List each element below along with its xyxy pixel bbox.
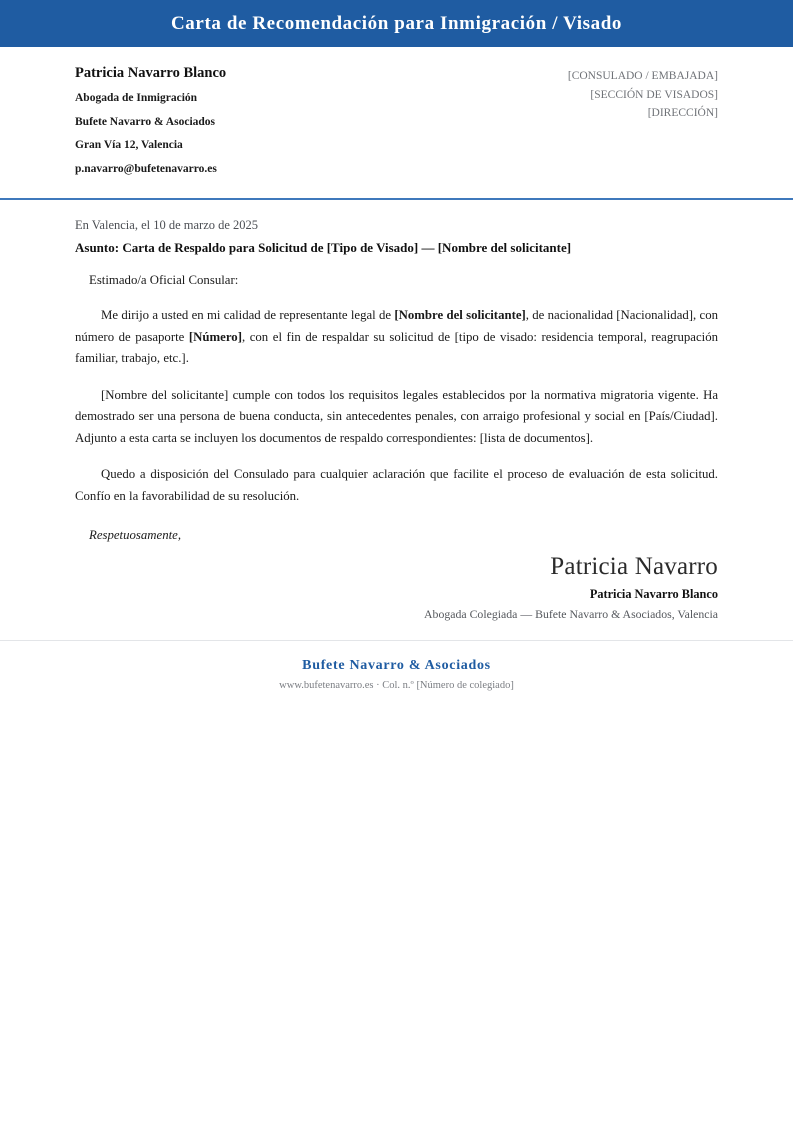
body-paragraph-2: [Nombre del solicitante] cumple con todos los requisitos legales establecidos por la normativa migratoria vigente. Ha demostrado ser una persona de buena conducta, sin antecedentes penales, con arraigo profesional y social en [País/Ciudad]. Adjunto a esta carta se incluyen los documentos de respaldo correspondientes: [lista de documentos]. xyxy=(75,387,718,445)
applicant-name-placeholder: [Nombre del solicitante] xyxy=(394,308,526,323)
sender-name: Patricia Navarro Blanco xyxy=(75,65,227,81)
sender-role: Abogada de Inmigración xyxy=(75,92,198,105)
signature-script: Patricia Navarro xyxy=(550,553,718,581)
passport-number-placeholder: [Número] xyxy=(188,329,242,344)
paragraph-1-text-c: , con el fin de respaldar su solicitud de [tipo de visado: residencia temporal, reagrupación familiar, trabajo, etc.]. xyxy=(75,329,718,366)
footer-firm-name: Bufete Navarro & Asociados xyxy=(302,658,491,674)
recipient-line-consulate: [CONSULADO / EMBAJADA] xyxy=(567,70,718,82)
recipient-line-address: [DIRECCIÓN] xyxy=(647,107,718,120)
letterhead xyxy=(75,47,718,190)
document-header-banner xyxy=(0,0,793,47)
paragraph-1-text-a: Me dirijo a usted en mi calidad de representante legal de xyxy=(101,308,395,323)
sender-email: p.navarro@bufetenavarro.es xyxy=(75,162,217,175)
closing-line: Respetuosamente, xyxy=(89,528,182,543)
date-line: En Valencia, el 10 de marzo de 2025 xyxy=(75,217,259,232)
footer-meta-line: www.bufetenavarro.es · Col. n.º [Número de colegiado] xyxy=(279,679,514,691)
subject-line: Asunto: Carta de Respaldo para Solicitud de [Tipo de Visado] — [Nombre del solicitante] xyxy=(75,239,572,255)
signature-block xyxy=(75,551,718,622)
signature-spacer xyxy=(75,622,718,640)
sender-address: Gran Vía 12, Valencia xyxy=(75,139,183,152)
recipient-line-section: [SECCIÓN DE VISADOS] xyxy=(590,88,718,101)
signature-printed-name: Patricia Navarro Blanco xyxy=(589,587,718,602)
body-paragraph-1 xyxy=(75,305,718,369)
recipient-block xyxy=(568,65,718,123)
document-footer xyxy=(75,641,718,693)
signature-title: Abogada Colegiada — Bufete Navarro & Asociados, Valencia xyxy=(424,606,718,621)
sender-firm: Bufete Navarro & Asociados xyxy=(75,115,216,128)
page-title: Carta de Recomendación para Inmigración / Visado xyxy=(170,12,622,34)
sender-block xyxy=(75,65,226,176)
document-page xyxy=(0,47,793,693)
letter-body xyxy=(75,257,718,622)
salutation: Estimado/a Oficial Consular: xyxy=(89,273,239,288)
letter-meta xyxy=(75,200,718,258)
body-paragraph-3: Quedo a disposición del Consulado para cualquier aclaración que facilite el proceso de evaluación de esta solicitud. Confío en la favorabilidad de su resolución. xyxy=(75,467,718,503)
paragraph-1-text-b: , de nacionalidad [Nacionalidad], con número de pasaporte xyxy=(75,308,719,344)
